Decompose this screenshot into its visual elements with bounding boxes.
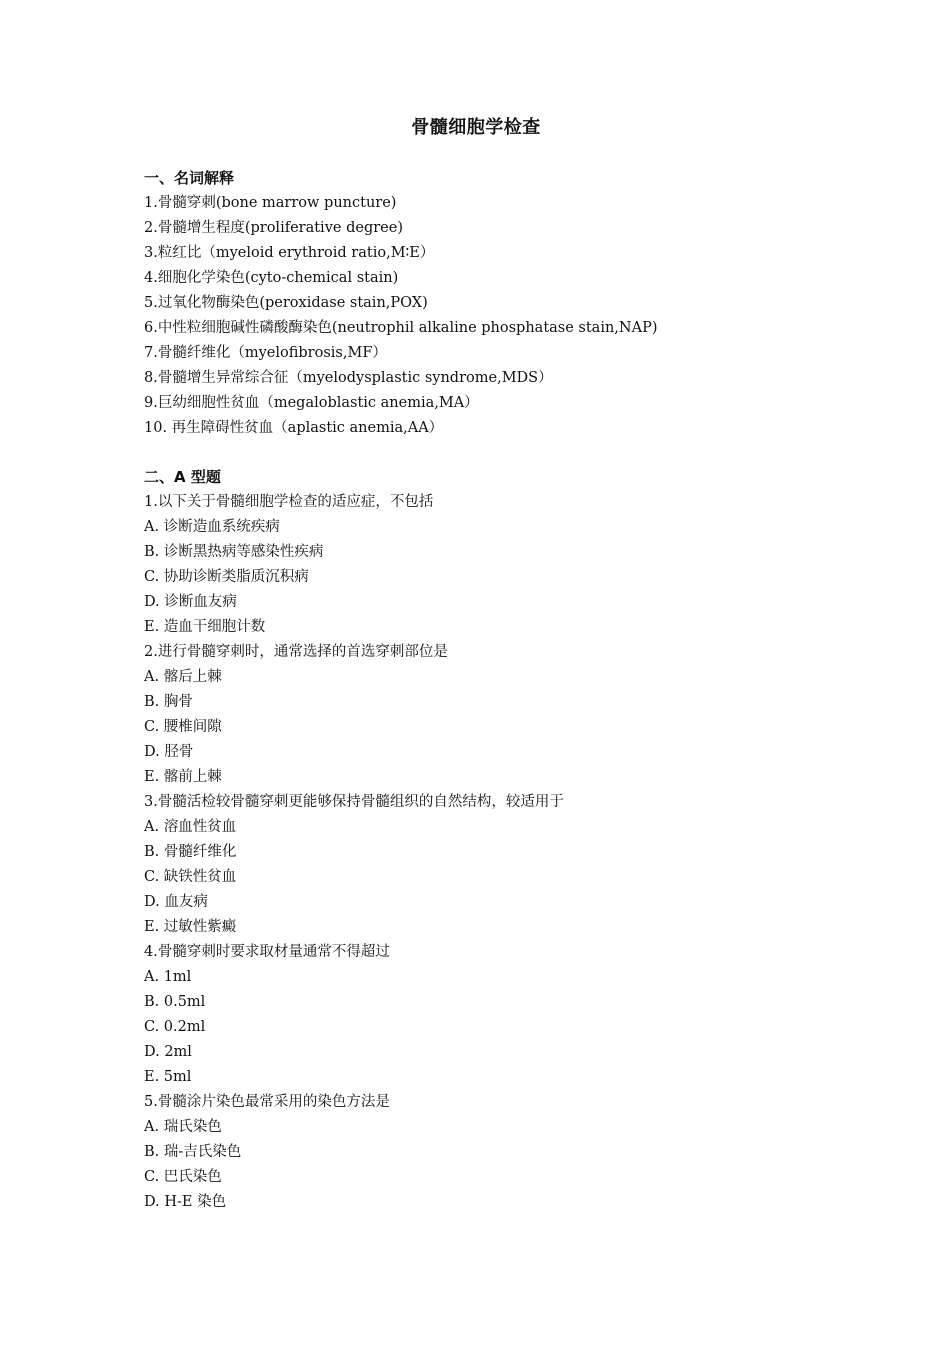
answer-option: B. 瑞-吉氏染色 — [144, 1144, 242, 1160]
question-stem: 1.以下关于骨髓细胞学检查的适应症，不包括 — [144, 494, 434, 510]
answer-option: B. 0.5ml — [144, 994, 206, 1010]
answer-option: D. H-E 染色 — [144, 1194, 227, 1210]
question-stem: 5.骨髓涂片染色最常采用的染色方法是 — [144, 1094, 390, 1110]
answer-option: D. 诊断血友病 — [144, 594, 237, 610]
term-item: 9.巨幼细胞性贫血（megaloblastic anemia,MA） — [144, 395, 479, 411]
section-term-definitions — [144, 166, 844, 441]
answer-option: A. 1ml — [144, 969, 192, 985]
term-item: 1.骨髓穿刺(bone marrow puncture) — [144, 195, 397, 211]
answer-option: E. 髂前上棘 — [144, 769, 222, 785]
section-a-type-questions — [144, 465, 844, 1215]
term-item: 3.粒红比（myeloid erythroid ratio,M∶E） — [144, 245, 435, 261]
answer-option: A. 瑞氏染色 — [144, 1119, 222, 1135]
answer-option: C. 0.2ml — [144, 1019, 206, 1035]
answer-option: D. 2ml — [144, 1044, 192, 1060]
answer-option: A. 诊断造血系统疾病 — [144, 519, 280, 535]
answer-option: A. 溶血性贫血 — [144, 819, 237, 835]
answer-option: D. 胫骨 — [144, 744, 194, 760]
term-item: 6.中性粒细胞碱性磷酸酶染色(neutrophil alkaline phosphatase stain,NAP) — [144, 320, 658, 336]
question-stem: 4.骨髓穿刺时要求取材量通常不得超过 — [144, 944, 390, 960]
term-item: 2.骨髓增生程度(proliferative degree) — [144, 220, 403, 236]
answer-option: B. 诊断黑热病等感染性疾病 — [144, 544, 324, 560]
answer-option: D. 血友病 — [144, 894, 208, 910]
page-title: 骨髓细胞学检查 — [411, 117, 541, 138]
answer-option: B. 胸骨 — [144, 694, 193, 710]
term-item: 8.骨髓增生异常综合征（myelodysplastic syndrome,MDS） — [144, 370, 553, 386]
answer-option: E. 5ml — [144, 1069, 192, 1085]
term-item: 7.骨髓纤维化（myelofibrosis,MF） — [144, 345, 387, 361]
section-heading-questions: 二、A 型题 — [144, 468, 221, 486]
term-item: 4.细胞化学染色(cyto-chemical stain) — [144, 270, 399, 286]
answer-option: A. 髂后上棘 — [144, 669, 222, 685]
answer-option: C. 协助诊断类脂质沉积病 — [144, 569, 309, 585]
question-stem: 3.骨髓活检较骨髓穿刺更能够保持骨髓组织的自然结构，较适用于 — [144, 794, 564, 810]
answer-option: C. 巴氏染色 — [144, 1169, 222, 1185]
answer-option: E. 过敏性紫癜 — [144, 919, 237, 935]
answer-option: B. 骨髓纤维化 — [144, 844, 237, 860]
question-stem: 2.进行骨髓穿刺时，通常选择的首选穿刺部位是 — [144, 644, 448, 660]
answer-option: C. 腰椎间隙 — [144, 719, 222, 735]
term-item: 5.过氧化物酶染色(peroxidase stain,POX) — [144, 295, 428, 311]
section-heading-terms: 一、名词解释 — [144, 169, 235, 187]
term-item: 10. 再生障碍性贫血（aplastic anemia,AA） — [144, 420, 444, 436]
answer-option: C. 缺铁性贫血 — [144, 869, 237, 885]
answer-option: E. 造血干细胞计数 — [144, 619, 266, 635]
